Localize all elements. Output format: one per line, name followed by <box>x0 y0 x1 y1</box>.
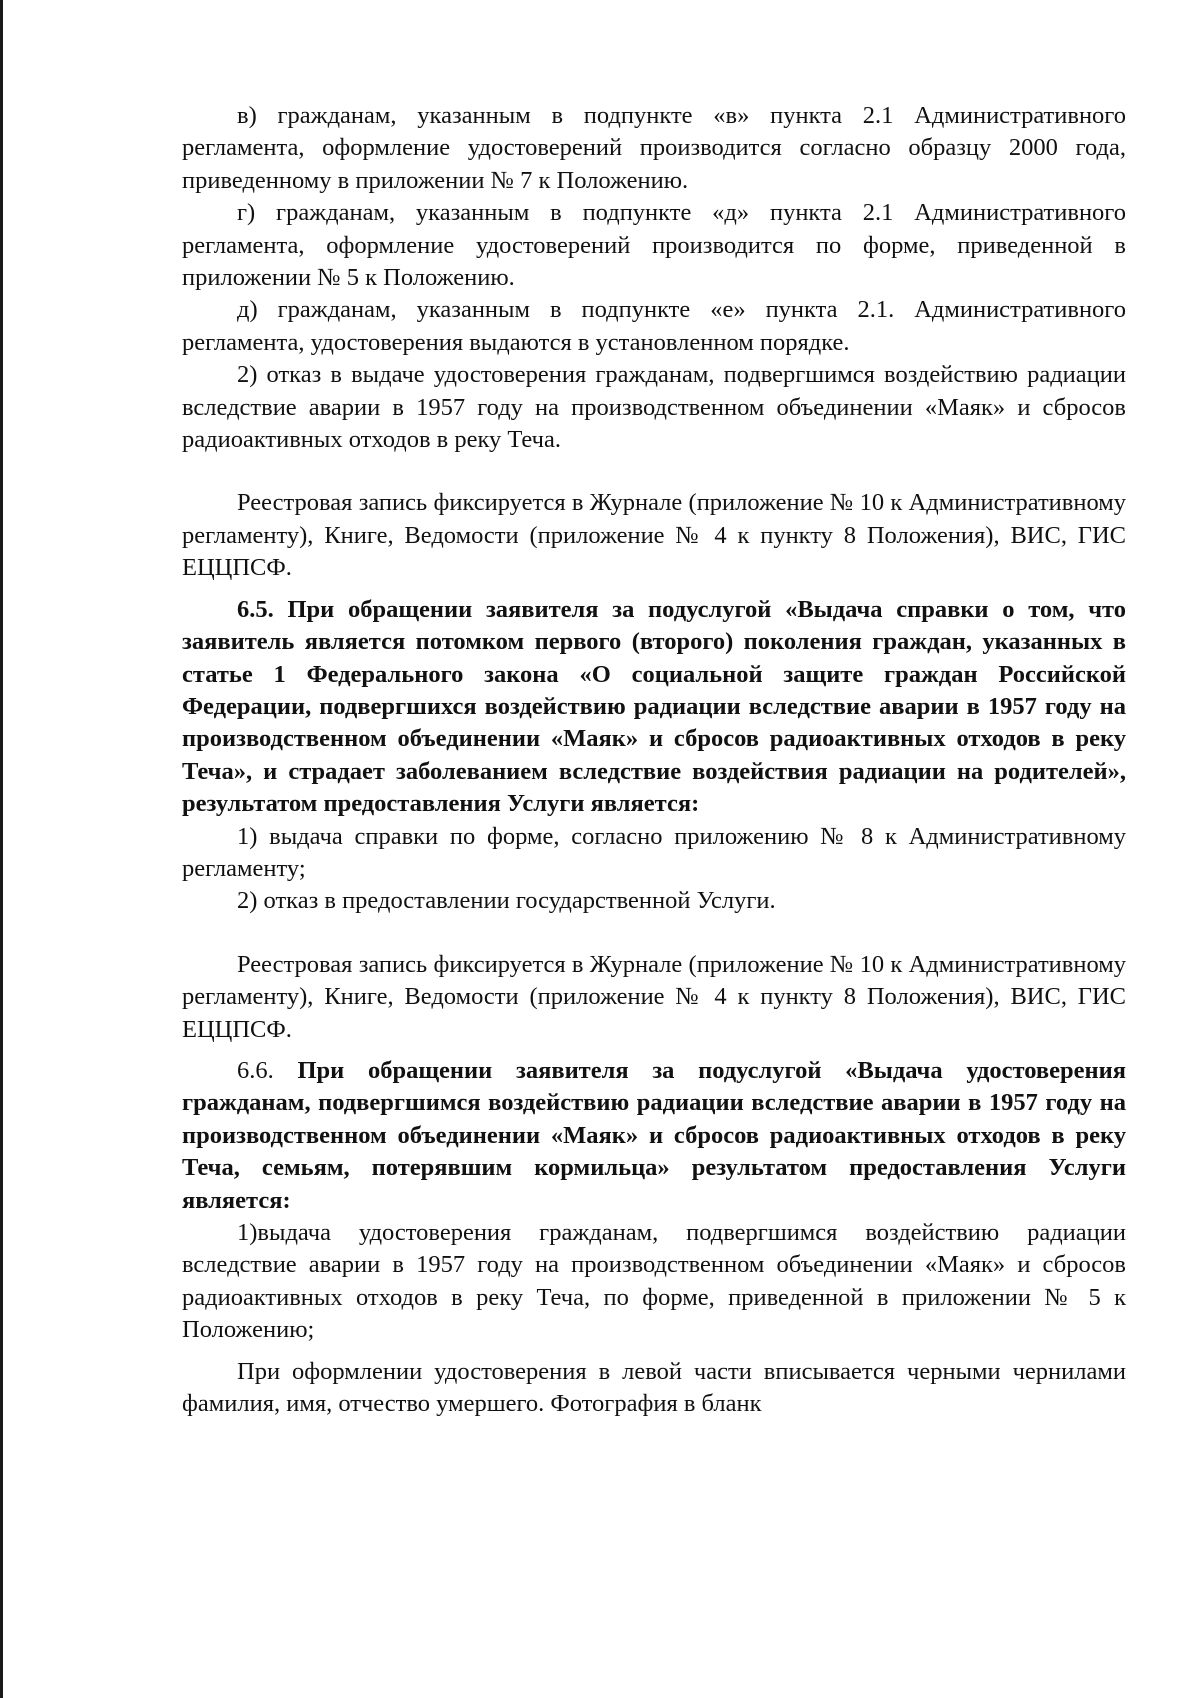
paragraph-item-v: в) гражданам, указанным в подпункте «в» пункта 2.1 Административного регламента, оформление удостоверений производится согласно образцу 2000 года, приведенному в приложении № 7 к Положению. <box>182 102 1126 194</box>
scan-edge-line <box>0 0 3 1698</box>
spacer <box>182 585 1126 594</box>
paragraph-registry-1: Реестровая запись фиксируется в Журнале (приложение № 10 к Административному регламенту), Книге, Ведомости (приложение № 4 к пункту 8 Положения), ВИС, ГИС ЕЦЦПСФ. <box>182 489 1126 582</box>
paragraph-item-g: г) гражданам, указанным в подпункте «д» пункта 2.1 Административного регламента, оформление удостоверений производится по форме, приведенной в приложении № 5 к Положению. <box>182 199 1126 292</box>
paragraph-refusal: 2) отказ в выдаче удостоверения гражданам, подвергшимся воздействию радиации вследствие аварии в 1957 году на производственном объединении «Маяк» и сбросов радиоактивных отходов в реку Теча. <box>182 361 1126 454</box>
section-number: 6.6. <box>237 1056 274 1084</box>
spacer <box>182 456 1126 487</box>
section-heading-text: При обращении заявителя за подуслугой «Выдача удостоверения гражданам, подвергшимся воздействию радиации вследствие аварии в 1957 году на производственном объединении «Маяк» и сбросов радиоактивных отходов в реку Теча, семьям, потерявшим кормильца» результатом предоставления Услуги является: <box>182 1056 1126 1214</box>
paragraph-6-5-item-1: 1) выдача справки по форме, согласно приложению № 8 к Административному регламенту; <box>182 822 1126 882</box>
paragraph-form-instructions: При оформлении удостоверения в левой части вписывается черными чернилами фамилия, имя, отчество умершего. Фотография в бланк <box>182 1357 1126 1418</box>
paragraph-section-6-5-heading: 6.5. При обращении заявителя за подуслугой «Выдача справки о том, что заявитель является потомком первого (второго) поколения граждан, указанных в статье 1 Федерального закона «О социальной защите граждан Российской Федерации, подвергшихся воздействию радиации вследствие аварии в 1957 году на производственном объединении «Маяк» и сбросов радиоактивных отходов в реку Теча», и страдает заболеванием вследствие воздействия радиации на родителей», результатом предоставления Услуги является: <box>182 595 1126 818</box>
spacer <box>182 1046 1126 1055</box>
spacer <box>182 1347 1126 1356</box>
document-page <box>182 100 1126 1420</box>
paragraph-item-d: д) гражданам, указанным в подпункте «е» пункта 2.1. Административного регламента, удостоверения выдаются в установленном порядке. <box>182 296 1126 356</box>
paragraph-section-6-6-heading <box>182 1055 1126 1217</box>
paragraph-6-5-item-2: 2) отказ в предоставлении государственной Услуги. <box>237 887 776 915</box>
paragraph-registry-2: Реестровая запись фиксируется в Журнале (приложение № 10 к Административному регламенту), Книге, Ведомости (приложение № 4 к пункту 8 Положения), ВИС, ГИС ЕЦЦПСФ. <box>182 950 1126 1043</box>
paragraph-6-6-item-1: 1)выдача удостоверения гражданам, подвергшимся воздействию радиации вследствие аварии в 1957 году на производственном объединении «Маяк» и сбросов радиоактивных отходов в реку Теча, по форме, приведенной в приложении № 5 к Положению; <box>182 1219 1126 1344</box>
spacer <box>182 918 1126 949</box>
